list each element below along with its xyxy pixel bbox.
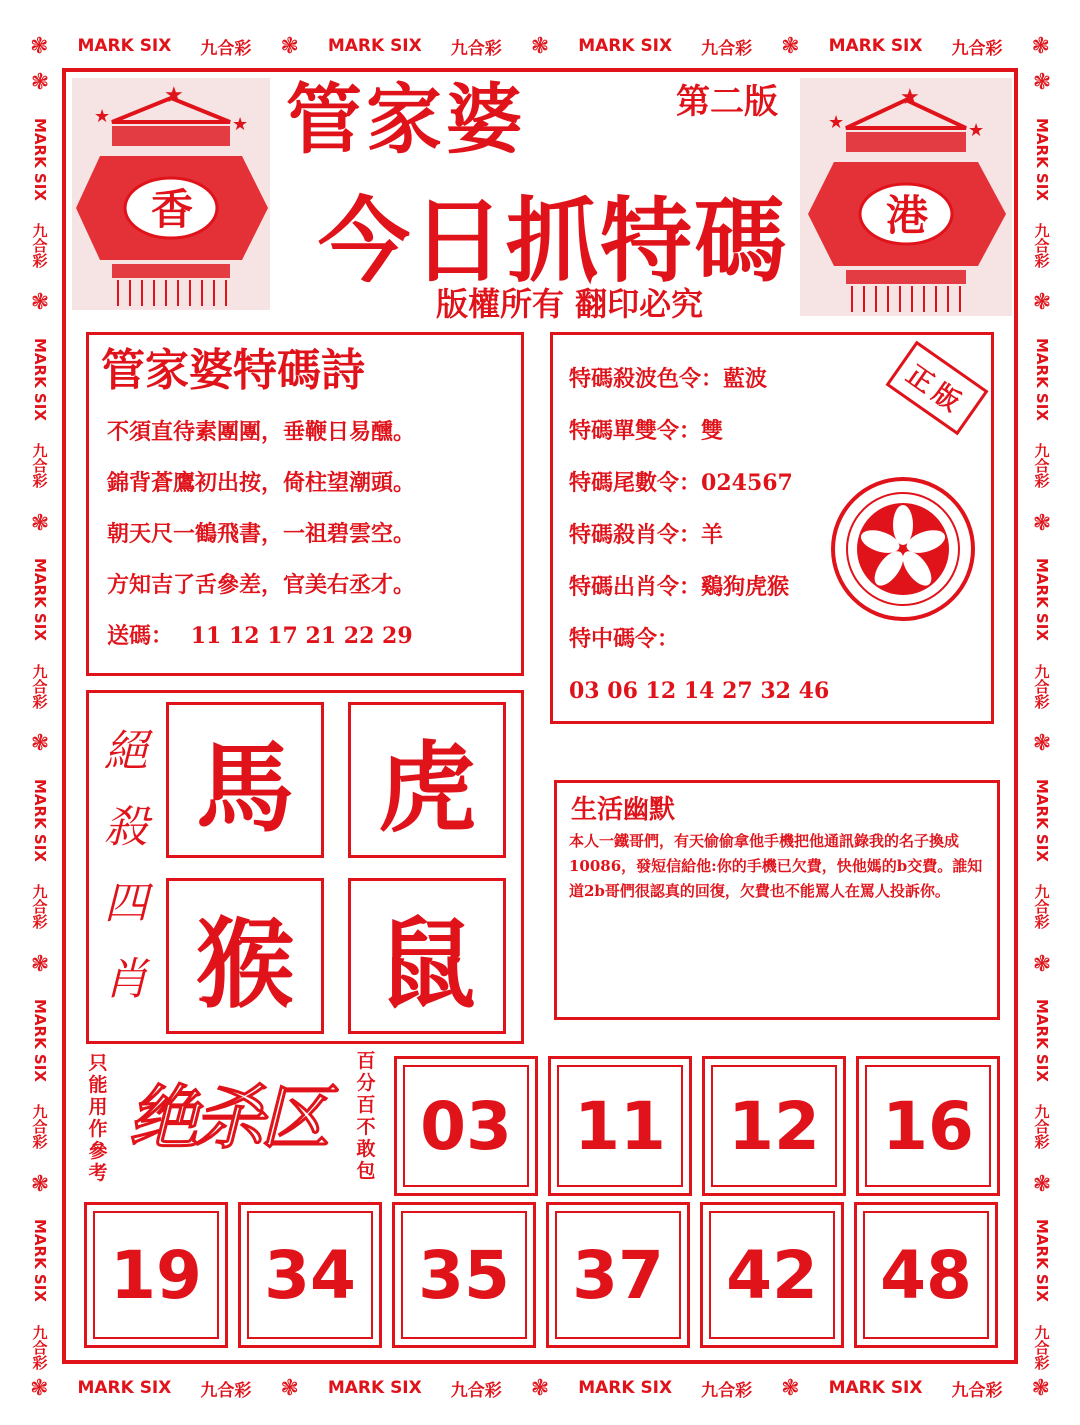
- page-title: 管家婆: [286, 75, 526, 164]
- zodiac-cell: 馬: [166, 702, 324, 858]
- border-word: MARK SIX: [578, 36, 673, 56]
- border-word: 九合彩: [30, 663, 49, 709]
- border-word: MARK SIX: [31, 1219, 49, 1303]
- svg-text:★: ★: [94, 106, 111, 127]
- flower-icon: ❃: [530, 1375, 550, 1401]
- command-value: 雙: [701, 418, 724, 444]
- poem-numbers: 11 12 17 21 22 29: [190, 623, 413, 649]
- zodiac-side-char: 殺: [104, 802, 148, 853]
- edition-label: 第二版: [676, 82, 778, 122]
- command-value: 羊: [701, 522, 724, 548]
- headline: 今日抓特碼: [318, 187, 789, 295]
- command-value: 024567: [701, 470, 793, 496]
- border-word: MARK SIX: [1033, 778, 1051, 862]
- kill-number: 48: [854, 1202, 998, 1348]
- border-word: MARK SIX: [327, 1378, 422, 1398]
- left-note-char: 考: [88, 1162, 108, 1184]
- kill-zone-title: 绝杀区: [128, 1077, 326, 1159]
- lantern-right-image: [800, 78, 1012, 316]
- zodiac-cell: 虎: [348, 702, 506, 858]
- poem-box: [86, 332, 524, 676]
- left-border-strip: [28, 70, 52, 1370]
- left-note-char: 參: [88, 1140, 108, 1162]
- border-word: 九合彩: [951, 38, 1003, 59]
- border-word: MARK SIX: [31, 117, 49, 201]
- poem-lines: [107, 407, 519, 662]
- left-note-char: 作: [88, 1118, 108, 1140]
- zodiac-side-title: [96, 714, 156, 1018]
- border-word: 九合彩: [1032, 884, 1051, 930]
- flower-icon: ❃: [1032, 951, 1052, 977]
- right-note-char: 百: [356, 1050, 376, 1072]
- flower-icon: ❃: [1031, 33, 1050, 59]
- border-word: MARK SIX: [31, 999, 49, 1082]
- border-word: MARK SIX: [1033, 558, 1051, 642]
- border-word: MARK SIX: [1033, 117, 1051, 201]
- flower-icon: ❃: [30, 1171, 50, 1197]
- winning-numbers: 03 06 12 14 27 32 46: [569, 678, 830, 704]
- humor-body: 本人一鐵哥們，有天偷偷拿他手機把他通訊錄我的名子換成10086，發短信給他:你的手機已欠費，快他媽的b交費。誰知道2b哥們很認真的回復，欠費也不能罵人在罵人投訴你。: [569, 832, 983, 900]
- svg-text:★: ★: [968, 120, 985, 141]
- flower-icon: ❃: [30, 1375, 49, 1401]
- lantern-right-char: 港: [886, 191, 929, 240]
- command-label: 特碼尾數令：: [569, 470, 702, 496]
- border-word: 九合彩: [1032, 663, 1051, 709]
- border-word: MARK SIX: [1033, 1219, 1051, 1303]
- left-note-char: 能: [88, 1074, 108, 1096]
- border-word: 九合彩: [30, 884, 49, 930]
- commands-box: [550, 332, 994, 724]
- poem-line: 朝天尺一鶴飛書，一祖碧雲空。: [107, 521, 416, 547]
- kill-number: 12: [702, 1056, 846, 1196]
- top-border-strip: [30, 32, 1050, 60]
- border-word: MARK SIX: [828, 36, 923, 56]
- border-word: 九合彩: [450, 1380, 502, 1401]
- border-word: MARK SIX: [31, 337, 49, 421]
- border-word: MARK SIX: [1033, 337, 1051, 421]
- border-word: 九合彩: [701, 38, 753, 59]
- poem-numbers-row: [107, 611, 519, 662]
- zodiac-cell: 猴: [166, 878, 324, 1034]
- border-word: 九合彩: [30, 222, 49, 268]
- border-word: MARK SIX: [1033, 999, 1051, 1082]
- flower-icon: ❃: [781, 1375, 800, 1401]
- kill-number: 37: [546, 1202, 690, 1348]
- border-word: 九合彩: [30, 443, 49, 489]
- flower-icon: ❃: [1032, 70, 1052, 95]
- svg-text:★: ★: [164, 83, 184, 108]
- kill-number: 34: [238, 1202, 382, 1348]
- kill-number: 19: [84, 1202, 228, 1348]
- command-label: 特碼單雙令：: [569, 418, 702, 444]
- border-word: MARK SIX: [578, 1378, 673, 1398]
- border-word: MARK SIX: [31, 778, 49, 862]
- flower-icon: ❃: [1032, 1171, 1052, 1197]
- flower-icon: ❃: [280, 33, 299, 59]
- right-note-char: 包: [356, 1160, 376, 1182]
- flower-icon: ❃: [1032, 290, 1052, 316]
- flower-icon: ❃: [781, 33, 800, 59]
- hk-emblem-icon: [829, 475, 977, 623]
- border-word: 九合彩: [200, 1380, 252, 1401]
- left-note-char: 只: [88, 1052, 108, 1074]
- kill-zone-left-note: [86, 1052, 110, 1184]
- border-word: 九合彩: [200, 38, 252, 59]
- border-word: 九合彩: [30, 1324, 49, 1370]
- zodiac-side-char: 肖: [104, 954, 148, 1005]
- zodiac-side-char: 四: [104, 878, 148, 929]
- border-word: 九合彩: [450, 38, 502, 59]
- svg-text:★: ★: [232, 114, 249, 135]
- command-label: 特碼殺肖令：: [569, 522, 702, 548]
- poem-line: 方知吉了舌參差，官美右丞才。: [107, 572, 416, 598]
- border-word: 九合彩: [1032, 443, 1051, 489]
- border-word: 九合彩: [1032, 1104, 1051, 1150]
- border-word: MARK SIX: [77, 1378, 172, 1398]
- flower-icon: ❃: [1031, 1375, 1050, 1401]
- humor-box: [554, 780, 1000, 1020]
- poem-numbers-label: 送碼：: [107, 623, 174, 649]
- border-word: MARK SIX: [828, 1378, 923, 1398]
- border-word: 九合彩: [951, 1380, 1003, 1401]
- border-word: 九合彩: [1032, 1324, 1051, 1370]
- genuine-stamp-text: 正版: [900, 359, 971, 421]
- svg-text:★: ★: [828, 112, 845, 133]
- flower-icon: ❃: [30, 510, 50, 536]
- bottom-border-strip: [30, 1374, 1050, 1402]
- winning-label: 特中碼令：: [569, 626, 680, 652]
- zodiac-cell: 鼠: [348, 878, 506, 1034]
- border-word: MARK SIX: [31, 558, 49, 642]
- flower-icon: ❃: [280, 1375, 299, 1401]
- humor-title: 生活幽默: [571, 795, 676, 825]
- kill-zone-right-note: [352, 1050, 380, 1182]
- poem-line: 錦背蒼鷹初出按，倚柱望潮頭。: [107, 470, 416, 496]
- left-note-char: 用: [88, 1096, 108, 1118]
- kill-number: 16: [856, 1056, 1000, 1196]
- copyright-notice: 版權所有 翻印必究: [436, 285, 704, 323]
- flower-icon: ❃: [30, 70, 50, 95]
- flower-icon: ❃: [30, 33, 49, 59]
- flower-icon: ❃: [1032, 731, 1052, 757]
- zodiac-side-char: 絕: [104, 726, 148, 777]
- svg-text:★: ★: [900, 85, 920, 110]
- border-word: 九合彩: [701, 1380, 753, 1401]
- right-border-strip: [1030, 70, 1054, 1370]
- right-note-char: 敢: [356, 1138, 376, 1160]
- kill-number: 11: [548, 1056, 692, 1196]
- border-word: 九合彩: [1032, 222, 1051, 268]
- kill-number: 35: [392, 1202, 536, 1348]
- command-label: 特碼殺波色令：: [569, 366, 724, 392]
- command-value: 藍波: [723, 366, 768, 392]
- right-note-char: 百: [356, 1094, 376, 1116]
- kill-number: 03: [394, 1056, 538, 1196]
- right-note-char: 分: [356, 1072, 376, 1094]
- border-word: 九合彩: [30, 1104, 49, 1150]
- kill-number: 42: [700, 1202, 844, 1348]
- command-value: 鷄狗虎猴: [701, 574, 790, 600]
- lantern-left-image: [72, 78, 270, 310]
- flower-icon: ❃: [1032, 510, 1052, 536]
- command-label: 特碼出肖令：: [569, 574, 702, 600]
- poem-line: 不須直待素團團，垂鞭日易醺。: [107, 419, 416, 445]
- poem-title: 管家婆特碼詩: [101, 345, 365, 396]
- flower-icon: ❃: [30, 290, 50, 316]
- right-note-char: 不: [356, 1116, 376, 1138]
- flower-icon: ❃: [530, 33, 550, 59]
- lantern-left-char: 香: [151, 185, 194, 234]
- flower-icon: ❃: [30, 951, 50, 977]
- flower-icon: ❃: [30, 731, 50, 757]
- border-word: MARK SIX: [327, 36, 422, 56]
- border-word: MARK SIX: [77, 36, 172, 56]
